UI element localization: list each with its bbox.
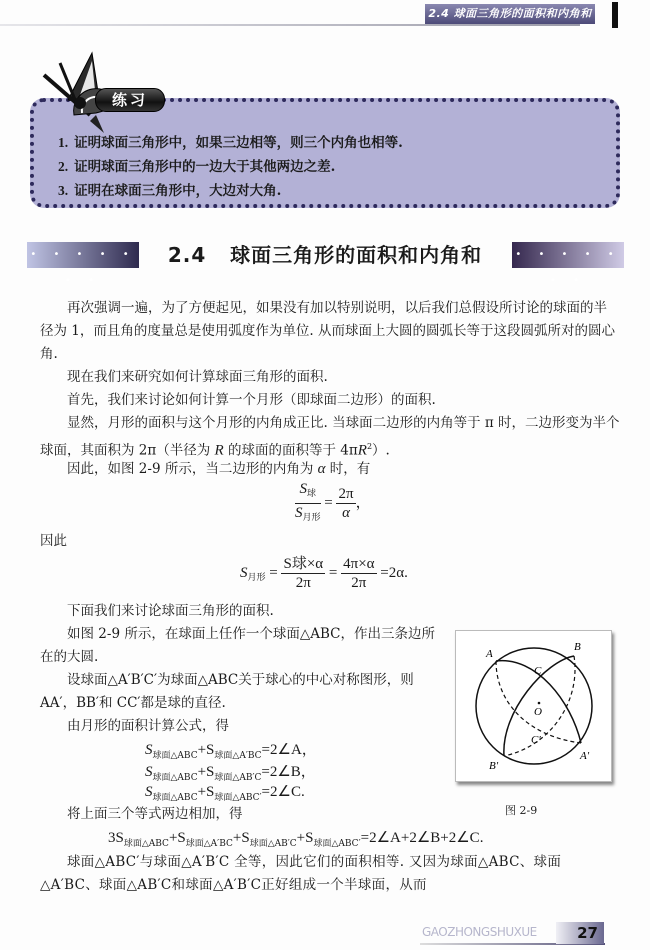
- practice-item: 1. 证明球面三角形中，如果三边相等，则三个内角也相等.: [58, 135, 403, 151]
- header-section-tab: 2.4 球面三角形的面积和内角和: [425, 4, 595, 24]
- svg-text:B: B: [574, 641, 581, 653]
- svg-text:A: A: [486, 648, 493, 660]
- equation-line-a: $S_{球面\triangle ABC}+S_{球面\triangle A'BC}=2\angle A$，: [145, 742, 317, 761]
- equation-lune-area: $S_{月形}$ = $\frac{\text{S球×α}}{2\pi}$ = $\frac{4\pi\times\alpha}{2\pi}$ =2α.: [240, 556, 408, 591]
- equation-line-c: $S_{球面\triangle ABC}+S_{球面\triangle ABC'}=2\angle C$.: [145, 784, 305, 803]
- footer-series: GAOZHONGSHUXUE: [422, 925, 537, 939]
- svg-text:A′: A′: [580, 750, 590, 762]
- section-title: 2.4 球面三角形的面积和内角和: [167, 243, 483, 267]
- svg-text:C′: C′: [531, 734, 541, 746]
- paragraph-8: 如图 2-9 所示，在球面上任作一个球面△ABC，作出三条边所在的大圆.: [40, 626, 435, 665]
- svg-text:B′: B′: [489, 760, 499, 772]
- paragraph-9: 设球面△A′B′C′为球面△ABC关于球心的中心对称图形，则 AA′，BB′和 CC′都是球的直径.: [40, 672, 414, 711]
- running-header: [0, 0, 650, 32]
- paragraph-1: 再次强调一遍，为了方便起见，如果没有加以特别说明，以后我们总假设所讨论的球面的半径为 1，而且角的度量总是使用弧度作为单位. 从而球面上大圆的圆弧长等于这段圆弧所对的圆心角.: [40, 300, 615, 362]
- paragraph-5: 因此，如图 2-9 所示，当二边形的内角为 α 时，有: [67, 461, 371, 477]
- paragraph-12: 球面△ABC′与球面△A′B′C 全等，因此它们的面积相等. 又因为球面△ABC、球面△A′BC、球面△AB′C和球面△A′B′C正好组成一个半球面，从而: [40, 854, 562, 893]
- paragraph-6: 因此: [40, 533, 67, 549]
- header-edge-bar: [612, 2, 618, 28]
- figure-caption: 图 2-9: [505, 804, 538, 817]
- section-heading: [0, 240, 650, 286]
- paragraph-11: 将上面三个等式两边相加，得: [67, 806, 243, 822]
- practice-label: 练习: [95, 88, 165, 112]
- paragraph-7: 下面我们来讨论球面三角形的面积.: [67, 603, 274, 619]
- practice-item: 3. 证明在球面三角形中，大边对大角.: [58, 183, 282, 199]
- svg-text:O: O: [534, 706, 542, 718]
- paragraph-10: 由月形的面积计算公式，得: [67, 718, 229, 734]
- header-rule: [0, 24, 580, 26]
- page-number: 27: [556, 922, 604, 944]
- equation-ratio: $\frac{S_球}{S_{月形}}$ = $\frac{2\pi}{\alpha}$ ，: [295, 481, 371, 523]
- equation-sum: $3S_{球面\triangle ABC}+S_{球面\triangle A'BC}+S_{球面\triangle AB'C}+S_{球面\triangle ABC'}=2\angle A+2\angle B+2\angle C$.: [108, 830, 484, 849]
- svg-text:C: C: [534, 665, 542, 677]
- paragraph-2: 现在我们来研究如何计算球面三角形的面积.: [67, 369, 328, 385]
- sphere-diagram: [456, 631, 611, 781]
- equation-line-b: $S_{球面\triangle ABC}+S_{球面\triangle AB'C}=2\angle B$，: [145, 764, 316, 783]
- practice-item: 2. 证明球面三角形中的一边大于其他两边之差.: [58, 159, 336, 175]
- paragraph-4: 显然，月形的面积与这个月形的内角成正比. 当球面二边形的内角等于 π 时，二边形变为半个球面，其面积为 2π（半径为 R 的球面的面积等于 $4\pi R^2$）.: [40, 415, 620, 459]
- heading-decor-right: • • • • • • •: [512, 242, 624, 268]
- practice-list: [58, 131, 403, 203]
- heading-decor-left: • • • • • • •: [27, 242, 139, 268]
- figure-2-9: [455, 630, 612, 782]
- paragraph-3: 首先，我们来讨论如何计算一个月形（即球面二边形）的面积.: [67, 392, 436, 408]
